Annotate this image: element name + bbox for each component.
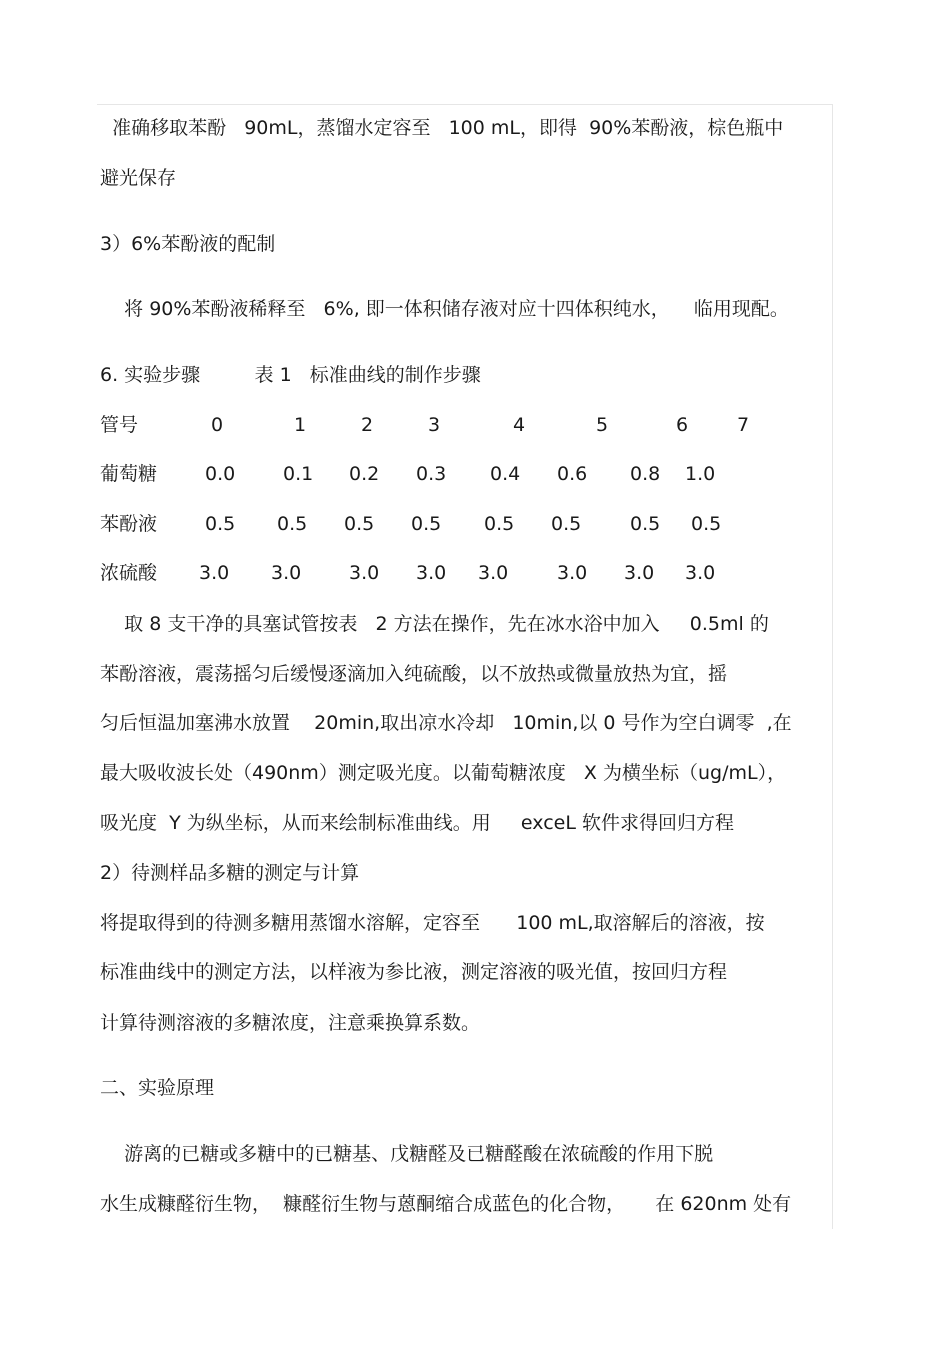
sample-line: 标准曲线中的测定方法，以样液为参比液，测定溶液的吸光值，按回归方程 — [100, 961, 728, 983]
table-cell: 0.3 — [416, 463, 447, 485]
principle-line: 游离的已糖或多糖中的已糖基、戊糖醛及已糖醛酸在浓硫酸的作用下脱 — [100, 1143, 714, 1165]
table-cell: 3.0 — [271, 562, 302, 584]
procedure-line: 苯酚溶液，震荡摇匀后缓慢逐滴加入纯硫酸，以不放热或微量放热为宜，摇 — [100, 663, 728, 685]
table-cell: 0.2 — [349, 463, 380, 485]
table-cell: 3.0 — [685, 562, 716, 584]
table-row-label: 浓硫酸 — [100, 562, 158, 584]
table-cell: 0.5 — [205, 513, 236, 535]
table-cell: 3.0 — [624, 562, 655, 584]
table-cell: 7 — [737, 414, 750, 436]
table-cell: 3 — [428, 414, 441, 436]
table-cell: 0.4 — [490, 463, 521, 485]
table-cell: 0.5 — [484, 513, 515, 535]
procedure-line: 取 8 支干净的具塞试管按表 2 方法在操作，先在冰水浴中加入 0.5ml 的 — [100, 613, 769, 635]
table-cell: 0.5 — [630, 513, 661, 535]
sample-line: 将提取得到的待测多糖用蒸馏水溶解，定容至 100 mL,取溶解后的溶液，按 — [100, 912, 765, 934]
table-cell: 1.0 — [685, 463, 716, 485]
principle-heading: 二、实验原理 — [100, 1077, 215, 1099]
procedure-line: 最大吸收波长处（490nm）测定吸光度。以葡萄糖浓度 X 为横坐标（ug/mL）， — [100, 762, 787, 784]
table-cell: 0.0 — [205, 463, 236, 485]
table-cell: 0.8 — [630, 463, 661, 485]
table-cell: 1 — [294, 414, 307, 436]
procedure-line: 吸光度 Y 为纵坐标，从而来绘制标准曲线。用 exceL 软件求得回归方程 — [100, 812, 734, 834]
table-cell: 4 — [513, 414, 526, 436]
table-cell: 6 — [676, 414, 689, 436]
paragraph-line: 避光保存 — [100, 167, 177, 189]
table-cell: 0.6 — [557, 463, 588, 485]
table-cell: 0.5 — [277, 513, 308, 535]
table-cell: 3.0 — [557, 562, 588, 584]
table-row-label: 苯酚液 — [100, 513, 158, 535]
table-cell: 0.5 — [344, 513, 375, 535]
procedure-line: 匀后恒温加塞沸水放置 20min,取出凉水冷却 10min,以 0 号作为空白调零 ,在 — [100, 712, 792, 734]
table-cell: 0.1 — [283, 463, 314, 485]
table-cell: 3.0 — [416, 562, 447, 584]
table-row-label: 管号 — [100, 414, 139, 436]
table-row-label: 葡萄糖 — [100, 463, 158, 485]
table-cell: 2 — [361, 414, 374, 436]
table-cell: 0.5 — [691, 513, 722, 535]
table-cell: 3.0 — [478, 562, 509, 584]
paragraph-line: 准确移取苯酚 90mL，蒸馏水定容至 100 mL，即得 90%苯酚液，棕色瓶中 — [100, 117, 784, 139]
table-cell: 0.5 — [551, 513, 582, 535]
sample-line: 计算待测溶液的多糖浓度，注意乘换算系数。 — [100, 1012, 481, 1034]
section-heading: 3）6%苯酚液的配制 — [100, 233, 276, 255]
table-cell: 3.0 — [199, 562, 230, 584]
table-cell: 0.5 — [411, 513, 442, 535]
sample-heading: 2）待测样品多糖的测定与计算 — [100, 862, 360, 884]
table-cell: 5 — [596, 414, 609, 436]
step-heading: 6. 实验步骤 表 1 标准曲线的制作步骤 — [100, 364, 481, 386]
principle-line: 水生成糠醛衍生物， 糠醛衍生物与蒽酮缩合成蓝色的化合物， 在 620nm 处有 — [100, 1193, 792, 1215]
table-cell: 3.0 — [349, 562, 380, 584]
dilution-note: 将 90%苯酚液稀释至 6%, 即一体积储存液对应十四体积纯水， 临用现配。 — [100, 298, 789, 320]
table-cell: 0 — [211, 414, 224, 436]
